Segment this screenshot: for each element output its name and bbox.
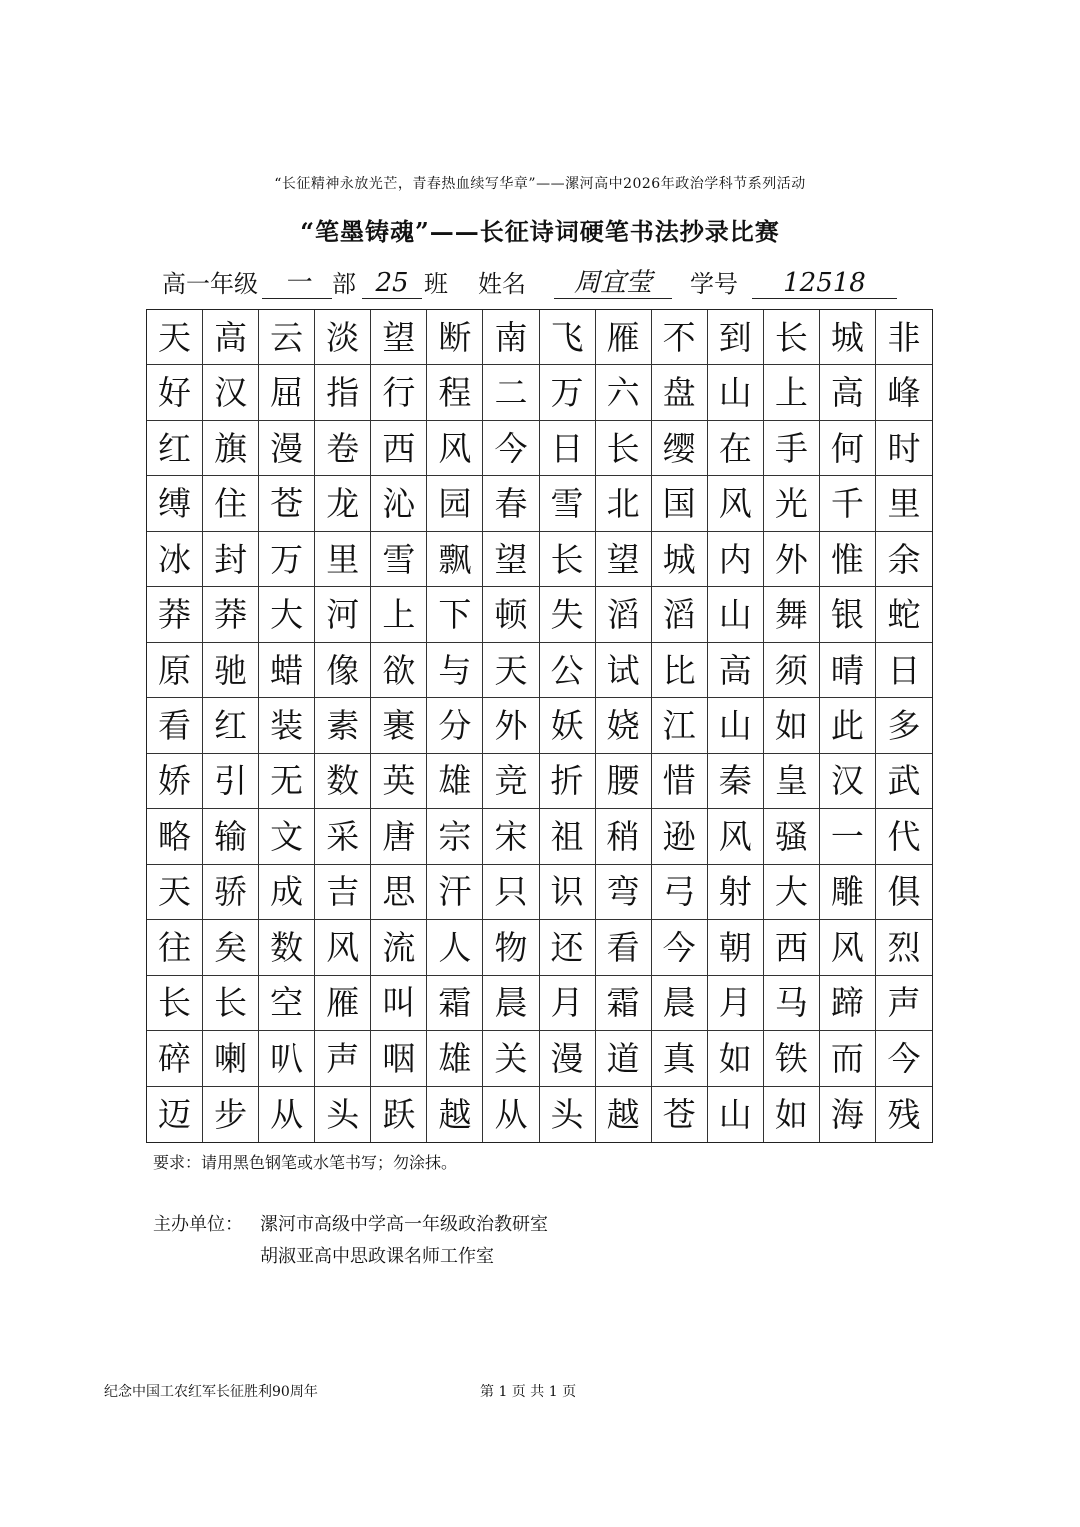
- grid-cell: 装: [259, 698, 315, 753]
- grid-cell: 山: [708, 587, 764, 642]
- grid-cell: 蛇: [876, 587, 932, 642]
- grid-cell: 万: [540, 365, 596, 420]
- grid-cell: 喇: [203, 1031, 259, 1086]
- grid-cell: 海: [820, 1087, 876, 1142]
- grid-cell: 试: [596, 643, 652, 698]
- grid-cell: 晴: [820, 643, 876, 698]
- grid-cell: 顿: [483, 587, 539, 642]
- grid-cell: 输: [203, 809, 259, 864]
- grid-cell: 龙: [315, 476, 371, 531]
- grid-cell: 长: [764, 310, 820, 365]
- grid-cell: 流: [371, 920, 427, 975]
- grid-cell: 晨: [652, 976, 708, 1031]
- grid-cell: 惜: [652, 754, 708, 809]
- grid-cell: 只: [483, 865, 539, 920]
- grid-cell: 雄: [427, 754, 483, 809]
- grid-cell: 滔: [652, 587, 708, 642]
- grid-cell: 略: [147, 809, 203, 864]
- grid-cell: 月: [708, 976, 764, 1031]
- grid-cell: 苍: [259, 476, 315, 531]
- grid-cell: 天: [147, 865, 203, 920]
- dept-field[interactable]: 一: [262, 264, 332, 299]
- grid-cell: 残: [887, 1094, 921, 1134]
- grid-cell: 此: [820, 698, 876, 753]
- grid-cell: 声: [315, 1031, 371, 1086]
- grid-cell: 如: [708, 1031, 764, 1086]
- grid-cell: 长: [203, 976, 259, 1031]
- grid-cell: 分: [427, 698, 483, 753]
- grid-cell: 祖: [540, 809, 596, 864]
- grid-cell: 看: [147, 698, 203, 753]
- host-organizer-1: 漯河市高级中学高一年级政治教研室: [260, 1214, 548, 1235]
- grid-cell: 天: [483, 643, 539, 698]
- host-label: 主办单位：: [153, 1214, 243, 1235]
- grid-cell: 好: [147, 365, 203, 420]
- grid-cell: 千: [820, 476, 876, 531]
- grid-cell: 漫: [540, 1031, 596, 1086]
- student-id-field[interactable]: 12518: [752, 264, 897, 299]
- page-number: 第 1 页 共 1 页: [480, 1384, 577, 1400]
- grid-cell: 莽: [203, 587, 259, 642]
- footer-commemoration: 纪念中国工农红军长征胜利90周年: [104, 1384, 318, 1400]
- grid-cell: 缚: [147, 476, 203, 531]
- grid-cell: 惟: [820, 532, 876, 587]
- grid-cell: 叭: [259, 1031, 315, 1086]
- grid-cell: 无: [259, 754, 315, 809]
- grid-cell: 时: [876, 421, 932, 476]
- grid-cell: 皇: [764, 754, 820, 809]
- grid-cell: 咽: [371, 1031, 427, 1086]
- grid-cell: 竞: [483, 754, 539, 809]
- name-label: 姓名: [478, 270, 526, 298]
- grid-cell: 俱: [876, 865, 932, 920]
- grid-cell: 物: [483, 920, 539, 975]
- grid-cell: 朝: [708, 920, 764, 975]
- grid-cell: 原: [147, 643, 203, 698]
- grid-cell: 非: [876, 310, 932, 365]
- grid-cell: 断: [427, 310, 483, 365]
- grid-cell: 春: [483, 476, 539, 531]
- grid-cell: 国: [652, 476, 708, 531]
- grid-cell: 头: [315, 1087, 371, 1142]
- grid-cell: 空: [259, 976, 315, 1031]
- grid-cell: 长: [540, 532, 596, 587]
- grid-cell: 飘: [427, 532, 483, 587]
- grid-cell: 二: [483, 365, 539, 420]
- grid-cell: 今: [876, 1031, 932, 1086]
- student-id-label: 学号: [690, 270, 738, 298]
- grid-cell: 而: [820, 1031, 876, 1086]
- grid-cell: 汉: [203, 365, 259, 420]
- grid-cell: 道: [596, 1031, 652, 1086]
- grid-cell: 晨: [483, 976, 539, 1031]
- grid-cell: 公: [540, 643, 596, 698]
- grid-cell: 到: [708, 310, 764, 365]
- grid-cell: 弯: [596, 865, 652, 920]
- grid-cell: 程: [427, 365, 483, 420]
- grid-cell: 漫: [259, 421, 315, 476]
- grid-cell: 今: [483, 421, 539, 476]
- grid-cell: 风: [427, 421, 483, 476]
- grid-cell: 城: [652, 532, 708, 587]
- grid-cell: 望: [483, 532, 539, 587]
- grid-cell: 从: [483, 1087, 539, 1142]
- grid-cell: 飞: [540, 310, 596, 365]
- grid-cell: 日: [876, 643, 932, 698]
- grid-cell: 娆: [596, 698, 652, 753]
- grid-cell: 南: [483, 310, 539, 365]
- grid-cell: 逊: [652, 809, 708, 864]
- grid-cell: 屈: [259, 365, 315, 420]
- grid-cell: 外: [764, 532, 820, 587]
- grid-cell: 峰: [876, 365, 932, 420]
- grid-cell: 风: [708, 809, 764, 864]
- grid-cell: 蹄: [820, 976, 876, 1031]
- grid-cell: 须: [764, 643, 820, 698]
- grid-cell: 雕: [820, 865, 876, 920]
- grid-cell: 碎: [147, 1031, 203, 1086]
- grid-cell: 山: [708, 1087, 764, 1142]
- grid-cell: 看: [596, 920, 652, 975]
- grid-cell: 淡: [315, 310, 371, 365]
- grid-cell: 日: [540, 421, 596, 476]
- grid-cell: 沁: [371, 476, 427, 531]
- grid-cell: 汉: [820, 754, 876, 809]
- grid-cell: 裹: [371, 698, 427, 753]
- grid-cell: 月: [540, 976, 596, 1031]
- grid-cell: 多: [876, 698, 932, 753]
- grid-cell: 西: [764, 920, 820, 975]
- grid-cell: 如: [764, 1087, 820, 1142]
- grid-cell: 像: [315, 643, 371, 698]
- grid-cell: 旗: [203, 421, 259, 476]
- dept-label: 部: [332, 270, 356, 298]
- grid-cell: 望: [596, 532, 652, 587]
- grid-cell: 长: [147, 976, 203, 1031]
- grid-cell: 蜡: [259, 643, 315, 698]
- grid-cell: 霜: [596, 976, 652, 1031]
- grid-cell: 弓: [652, 865, 708, 920]
- grid-cell: 成: [259, 865, 315, 920]
- grid-cell: 何: [820, 421, 876, 476]
- grid-cell: 唐: [371, 809, 427, 864]
- calligraphy-grid: [146, 309, 933, 1143]
- grid-cell: 矣: [203, 920, 259, 975]
- grid-cell: 手: [764, 421, 820, 476]
- grid-cell: 宗: [427, 809, 483, 864]
- grid-cell: 封: [203, 532, 259, 587]
- grid-cell: 里: [315, 532, 371, 587]
- grid-cell: 骄: [203, 865, 259, 920]
- grid-cell: 比: [652, 643, 708, 698]
- grid-cell: 数: [315, 754, 371, 809]
- grid-cell: 雁: [315, 976, 371, 1031]
- grid-cell: 卷: [315, 421, 371, 476]
- contest-title: “笔墨铸魂”——长征诗词硬笔书法抄录比赛: [300, 217, 780, 246]
- grid-cell: 内: [708, 532, 764, 587]
- grid-cell: 住: [203, 476, 259, 531]
- grid-cell: 如: [764, 698, 820, 753]
- grid-cell: 人: [427, 920, 483, 975]
- grid-cell: 驰: [203, 643, 259, 698]
- grid-cell: 缨: [652, 421, 708, 476]
- grid-cell: 园: [427, 476, 483, 531]
- grid-cell: 红: [203, 698, 259, 753]
- grid-cell: 舞: [764, 587, 820, 642]
- grid-cell: 在: [708, 421, 764, 476]
- grid-cell: 失: [540, 587, 596, 642]
- grid-cell: 与: [427, 643, 483, 698]
- name-field[interactable]: 周宜莹: [554, 264, 672, 299]
- grid-cell: 风: [315, 920, 371, 975]
- grid-cell: 外: [483, 698, 539, 753]
- host-organizer-2: 胡淑亚高中思政课名师工作室: [260, 1246, 494, 1267]
- grid-cell: 上: [764, 365, 820, 420]
- grid-cell: 一: [820, 809, 876, 864]
- grid-cell: 风: [820, 920, 876, 975]
- grid-cell: 关: [483, 1031, 539, 1086]
- grid-cell: 风: [708, 476, 764, 531]
- grid-cell: 叫: [371, 976, 427, 1031]
- grid-cell: 冰: [147, 532, 203, 587]
- grid-cell: 文: [259, 809, 315, 864]
- grid-cell: 盘: [652, 365, 708, 420]
- grid-cell: 吉: [315, 865, 371, 920]
- grid-cell: 射: [708, 865, 764, 920]
- grid-cell: 六: [596, 365, 652, 420]
- grid-cell: 上: [371, 587, 427, 642]
- grid-cell: 苍: [652, 1087, 708, 1142]
- grid-cell: 雄: [427, 1031, 483, 1086]
- grid-cell: 骚: [764, 809, 820, 864]
- grid-cell: 霜: [427, 976, 483, 1031]
- grid-cell: 西: [371, 421, 427, 476]
- grid-cell: 余: [876, 532, 932, 587]
- grid-cell: 真: [652, 1031, 708, 1086]
- grid-cell: 下: [427, 587, 483, 642]
- grid-cell: 往: [147, 920, 203, 975]
- grid-cell: 思: [371, 865, 427, 920]
- class-label: 班: [424, 270, 448, 298]
- grid-cell: 识: [540, 865, 596, 920]
- grid-cell: 烈: [876, 920, 932, 975]
- grade-label: 高一年级: [162, 270, 258, 298]
- grid-cell: 天: [147, 310, 203, 365]
- grid-cell: 大: [259, 587, 315, 642]
- grid-cell: 越: [596, 1087, 652, 1142]
- grid-cell: 里: [876, 476, 932, 531]
- grid-cell: 数: [259, 920, 315, 975]
- grid-cell: 腰: [596, 754, 652, 809]
- grid-cell: 采: [315, 809, 371, 864]
- grid-cell: 山: [708, 698, 764, 753]
- grid-cell: 指: [315, 365, 371, 420]
- grid-cell: 城: [820, 310, 876, 365]
- grid-cell: 声: [876, 976, 932, 1031]
- grid-cell: 北: [596, 476, 652, 531]
- grid-cell: 滔: [596, 587, 652, 642]
- class-field[interactable]: 25: [362, 264, 422, 299]
- grid-cell: 越: [427, 1087, 483, 1142]
- grid-cell: 今: [652, 920, 708, 975]
- grid-cell: 万: [259, 532, 315, 587]
- grid-cell: 跃: [371, 1087, 427, 1142]
- grid-cell: 稍: [596, 809, 652, 864]
- grid-cell: 还: [540, 920, 596, 975]
- event-subtitle: “长征精神永放光芒，青春热血续写华章”——漯河高中2026年政治学科节系列活动: [274, 176, 806, 192]
- grid-cell: 折: [540, 754, 596, 809]
- grid-cell: 妖: [540, 698, 596, 753]
- grid-cell: 从: [259, 1087, 315, 1142]
- grid-cell: 光: [764, 476, 820, 531]
- grid-cell: 汗: [427, 865, 483, 920]
- grid-cell: 宋: [483, 809, 539, 864]
- grid-cell: 雁: [596, 310, 652, 365]
- grid-cell: 河: [315, 587, 371, 642]
- grid-cell: 不: [652, 310, 708, 365]
- grid-cell: 欲: [371, 643, 427, 698]
- grid-cell: 红: [147, 421, 203, 476]
- grid-cell: 望: [371, 310, 427, 365]
- grid-cell: 马: [764, 976, 820, 1031]
- grid-cell: 英: [371, 754, 427, 809]
- grid-cell: 高: [708, 643, 764, 698]
- grid-cell: 雪: [540, 476, 596, 531]
- grid-cell: 步: [203, 1087, 259, 1142]
- grid-cell: 头: [540, 1087, 596, 1142]
- grid-cell: 迈: [147, 1087, 203, 1142]
- grid-cell: 秦: [708, 754, 764, 809]
- grid-cell: 武: [876, 754, 932, 809]
- grid-cell: 素: [315, 698, 371, 753]
- grid-cell: 行: [371, 365, 427, 420]
- grid-cell: 江: [652, 698, 708, 753]
- grid-cell: 引: [203, 754, 259, 809]
- grid-cell: 莽: [147, 587, 203, 642]
- grid-cell: 雪: [371, 532, 427, 587]
- grid-cell: 山: [708, 365, 764, 420]
- grid-cell: 高: [820, 365, 876, 420]
- grid-cell: 长: [596, 421, 652, 476]
- requirement-note: 要求：请用黑色钢笔或水笔书写；勿涂抹。: [153, 1153, 458, 1172]
- grid-cell: 娇: [147, 754, 203, 809]
- grid-cell: 银: [820, 587, 876, 642]
- grid-cell: 大: [764, 865, 820, 920]
- grid-cell: 铁: [764, 1031, 820, 1086]
- grid-cell: 高: [203, 310, 259, 365]
- grid-cell: 云: [259, 310, 315, 365]
- grid-cell: 代: [876, 809, 932, 864]
